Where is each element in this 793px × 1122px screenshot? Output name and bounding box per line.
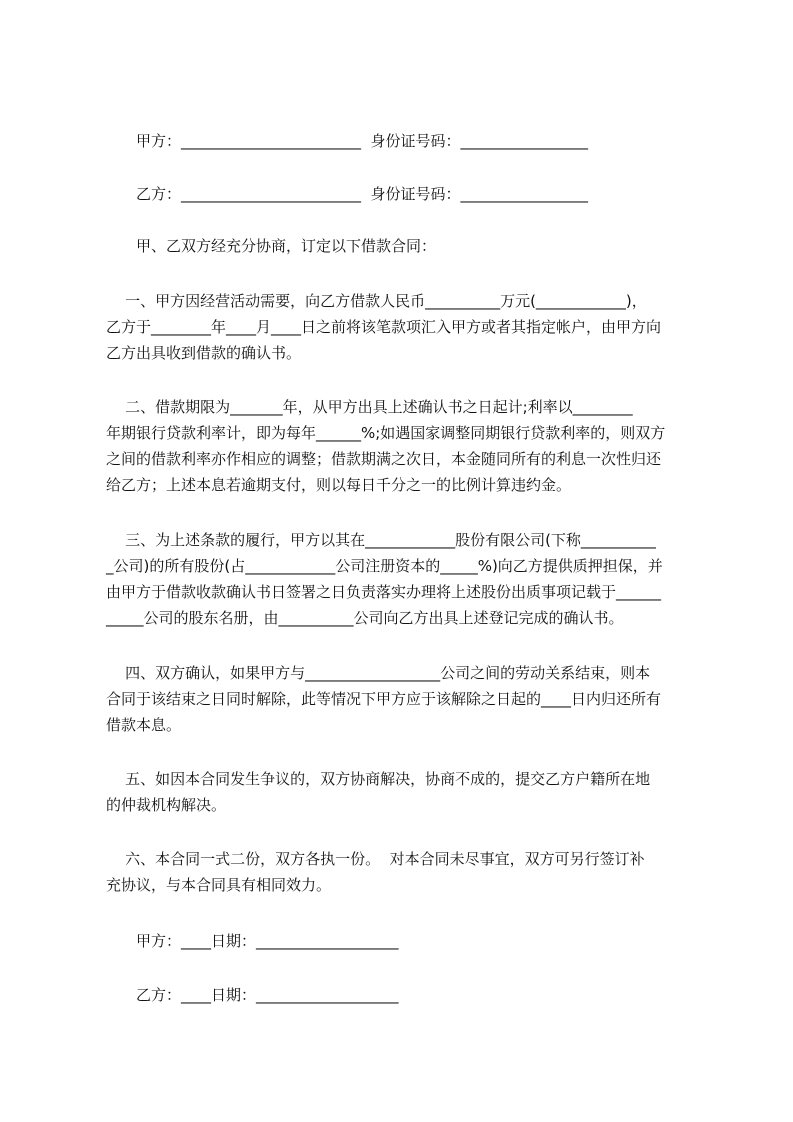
clause-line: 充协议，与本合同具有相同效力。 [106,876,332,894]
clause-line: _____公司的股东名册，由__________公司向乙方出具上述登记完成的确认书。 [106,609,624,627]
clause-line: 借款本息。 [106,716,182,734]
clause-2 [106,394,700,498]
clause-line: 的仲裁机构解决。 [106,796,227,814]
clause-line: 五、如因本合同发生争议的，双方协商解决，协商不成的，提交乙方户籍所在地 [106,770,651,788]
signature-party-a: 甲方：____日期：___________________ [136,932,399,950]
clause-line: 六、本合同一式二份，双方各执一份。 对本合同未尽事宜，双方可另行签订补 [106,850,645,868]
clause-6 [106,846,700,898]
signature-party-b: 乙方：____日期：___________________ [136,986,399,1004]
clause-line: 给乙方；上述本息若逾期支付，则以每日千分之一的比例计算违约金。 [106,476,572,494]
clause-line: 一、甲方因经营活动需要，向乙方借款人民币__________万元(____________)， [106,292,647,310]
clause-5 [106,766,700,818]
party-a-line: 甲方：________________________ 身份证号码：_________________ [136,132,589,150]
party-b-line: 乙方：________________________ 身份证号码：_________________ [136,185,589,203]
clause-line: 合同于该结束之日同时解除，此等情况下甲方应于该解除之日起的____日内归还所有 [106,690,662,708]
clause-line: 二、借款期限为_______年，从甲方出具上述确认书之日起计;利率以________ [106,398,633,416]
clause-line: 乙方出具收到借款的确认书。 [106,344,302,362]
clause-line: _公司)的所有股份(占____________公司注册资本的_____%)向乙方提供质押担保，并 [106,557,663,575]
clause-3 [106,527,700,631]
clause-line: 由甲方于借款收款确认书日签署之日负责落实办理将上述股份出质事项记载于______ [106,583,662,601]
clause-line: 四、双方确认，如果甲方与__________________公司之间的劳动关系结束，则本 [106,664,651,682]
clause-1 [106,288,700,366]
clause-line: 乙方于________年____月____日之前将该笔款项汇入甲方或者其指定帐户，由甲方向 [106,318,662,336]
clause-line: 之间的借款利率亦作相应的调整；借款期满之次日，本金随同所有的利息一次性归还 [106,450,662,468]
clause-line: 三、为上述条款的履行，甲方以其在____________股份有限公司(下称__________ [106,531,656,549]
clause-line: 年期银行贷款利率计，即为每年______%;如遇国家调整同期银行贷款利率的，则双方 [106,424,666,442]
intro-line: 甲、乙双方经充分协商，订定以下借款合同： [136,237,437,255]
clause-4 [106,660,700,738]
